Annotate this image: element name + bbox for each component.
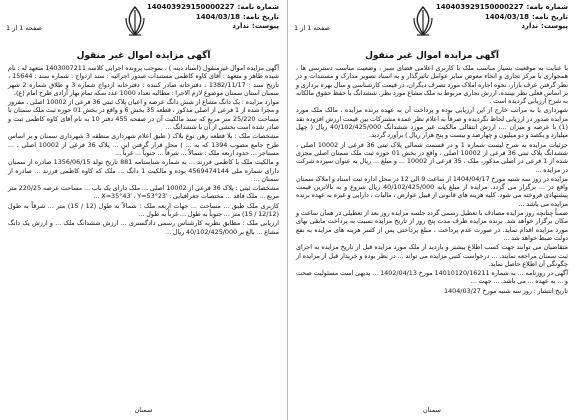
letter-date: 1404/03/18: [484, 12, 529, 21]
paragraph: ارزیابی ملک : مطابق نظریه کارشناس رسمی دادگستری ... ارزش ششدانگ ملک ... و ارزش یک دانگ مشاع ... بالغ بر 40/102/425/000 ریال ...: [8, 219, 279, 236]
notice-body: [296, 64, 568, 296]
paragraph: متقاضیان می توانند جهت کسب اطلاع بیشتر و بازدید از ملک مورد مزایده قبل از تاریخ مزایده به اجرای ثبت سمنان مراجعه نمایند. ... درخواست کتبی مزایده می تواند ... در نظر بوده و خریدار قبل از مزایده از چگونگی آن اطلاع حاصل نماید.: [296, 243, 568, 268]
attachment-value: ندارد: [232, 22, 250, 30]
attachment-label: پیوست:: [541, 22, 568, 30]
paragraph: جزئیات مزایده به شرح لیست شماره 1 و در قسمت شمالی پلاک ثبتی 36 فرعی از 10002 اصلی ، ششدانگ پلاک ثبتی 36 فرعی از 10002 اصلی ، واقع در بخش 01 حوزه ثبت ملک سمنان اصلی مجزی شده از 1 فرعی در اصلی مذکور، ملک ، 35 فرعی از 10002 ... و مبلغ ... ریال به عنوان سپرده شرکت در مزایده ...: [296, 140, 569, 174]
paragraph: موارد مزایده : یک دانگ مشاع از شش دانگ عرصه و اعیان پلاک ثبتی 36 فرعی از 10002 اصلی ، مفروز و مجزا شده از 1 فرعی از اصلی مذکور ، قطعه 35 بخش 6 و واقع در بخش 01 حوزه ثبت ملک سمنان با مساحت 25/220 متر مربع که سند مالکیت آن در صفحه 455 دفتر 10 به نام آقای کاوه کاظمی ثبت و صادر شده است بخشی از آن با ششدانگ ...: [8, 98, 279, 132]
letter-no-label: شماره نامه:: [526, 3, 568, 11]
paragraph: آگهی در روزنامه ... به شماره 14010120/16211 مورخ 1402/04/13 ... بدیهی است مسئولیت صحت و ... به عهده ... می باشد. ... جهت ...: [296, 269, 569, 286]
paragraph: شهرداری یا به مراتب خارج از این ارزیابی بوده و پرداخت آن به عهده برنده مزایده ، مالک ملک مورد مزایده صدور در ارزیابی لحاظ نگردیده و صرفاً به اعلام نظر عمده مشترکات بین قیمت ارزش افزوده نقد (1) با عرصه و میزان ...، ارزش انتقالی مالکیت غیر مورد ششدانگ 40/102/425/000 ریال ( چهل میلیارد و یکصد و دو میلیون و چهارصد و بیست و پنج هزار ریال ) برآورد گردید.: [296, 106, 568, 140]
page-number: صفحه 1 از 1: [6, 24, 42, 32]
paragraph: مزایده در روز سه شنبه مورخ 1404/04/17 از ساعت 9 الی 12 در محل اداره ثبت اسناد و املاک سمنان واقع در ... برگزار می گردد. مزایده از مبلغ پایه 40/102/425/000 ریال شروع و به بالاترین قیمت پیشنهادی فروخته می شود. کلیه هزینه های قانونی از قبیل عوارض ، مالیات ، دارایی و غیره به عهده برنده مزایده می باشد ...: [296, 174, 568, 208]
publish-date: تاریخ انتشار : روز سه شنبه مورخ 1404/03/27: [444, 286, 568, 295]
iran-emblem-icon: [120, 4, 150, 38]
footer-city: سمنان: [423, 406, 441, 414]
attachment-value: ندارد: [521, 22, 539, 30]
paragraph: آگهی مزایده اموال غیرمنقول (اسناد دینه ) ، بموجب پرونده اجرایی کلاسه 1403007211 متعهد له : نام شیده طاهر و متعهد : آقای کاوه کاظمی مستندات صدور اجرائیه : سند ازدواج : شماره سند : 15644 ، تاریخ سند : 1382/11/17 ، دفترخانه صادر کننده : دفترخانه ازدواج شماره 3 و طلاق شماره 2 شهر سمنان استان سمنان موضوع لازم الاجرا : مطالبه تعداد 1000 عدد سکه تمام بهار آزادی طرح امام (ع)،: [8, 64, 279, 97]
notice-title: آگهی مزایده اموال غیر منقول: [365, 51, 499, 61]
letter-date-label: تاریخ نامه:: [531, 12, 568, 21]
paragraph: مشخصات ثبتی : پلاک 36 فرعی از 10002 اصلی ... ملک دارای یک باب ... مساحت عرصه 220/25 متر مربع ... ملک فاقد ... مختصات جغرافیایی : X=35°43′ ، Y=53°23′ ...: [8, 184, 280, 201]
letter-date: 1404/03/18: [195, 12, 240, 21]
letter-meta: [129, 3, 279, 32]
letter-meta: [418, 3, 568, 32]
letter-no: 140403929150000227: [435, 3, 524, 11]
footer-city: سمنان: [134, 406, 153, 414]
letter-date-label: تاریخ نامه:: [242, 12, 279, 21]
attachment-label: پیوست:: [252, 22, 279, 30]
page-number: صفحه 1 از 1: [294, 24, 330, 32]
iran-emblem-icon: [408, 4, 438, 38]
paragraph: با عنایت به موقعیت بسیار مناسب ملک با کاربری اعلامی فضای سبز ، وضعیت مناسب دسترسی ها ، همجواری با مرکز تجاری و انحاء معوض سایر عوامل تاثیرگذار و به اسناد تصویر مدارک و مستندات و در نظر گرفتن عرف بازار، نحوه اجاره املاک مورد تصرف دیگران، در قیمت کارشناسی و سال بهره برداری و بر اساس فعلی نظر بیننده، ارزش تجاری مربوط به ملک مشاع مورد نظر، ششدانگ با حفظ حقوق مالکانه به شرح ارزیابی گردیده است .: [296, 64, 568, 106]
paragraph: و مالکیت ملک با کاظمی فرزند ... به شماره شناسنامه 881 تاریخ تولد 1356/06/15 صادره از سمنان دارای شماره ملی 4569474144 بوده و مالکیت 1 دانگ ... ملک که کاوه کاظمی فرزند ... صادره از سمنان ...: [8, 158, 280, 183]
notice-column-right: [288, 0, 576, 420]
letter-no: 140403929150000227: [146, 3, 235, 11]
paragraph: مشخصات ملک : بلا قطعه رهن نوع بلاک ( طبق اعلام شهرداری منطقه 3 شهرداری سمنان و بر اساس طرح جامع مصوب 1394 که به ... ) محل قرار گرفتن این ... پلاک 36 فرعی از 10002 اصلی ، ... مستاجر ... حدود اربعه ملک : شمالاً ... شرقاً ... جنوباً ... غرباً ...: [8, 132, 279, 157]
paragraph: کاربری ملک طبق ... مساحت ... جهات اربعه ملک : شمالاً به طول (12 / 15) متر ... شرقاً به طول (12/12 / 15) متر ... جنوباً به طول ... غرباً به طول ...: [8, 201, 279, 219]
notice-title: آگهی مزایده اموال غیر منقول: [76, 51, 211, 61]
paragraph: ضمناً چنانچه روز مزایده مصادف با تعطیل رسمی گردد جلسه مزایده روز بعد از تعطیلی در همان ساعت و مکان برگزار خواهد شد. برنده مزایده ظرف مدت پنج روز از تاریخ مزایده نسبت به پرداخت مابقی بهای مورد مزایده اقدام نماید. در صورت عدم پرداخت ، مبلغ پرداختی پس از کسر هزینه های مزایده به نفع دولت ضبط خواهد شد ...: [296, 209, 568, 242]
letter-no-label: شماره نامه:: [237, 3, 279, 11]
notice-body: [8, 64, 279, 237]
